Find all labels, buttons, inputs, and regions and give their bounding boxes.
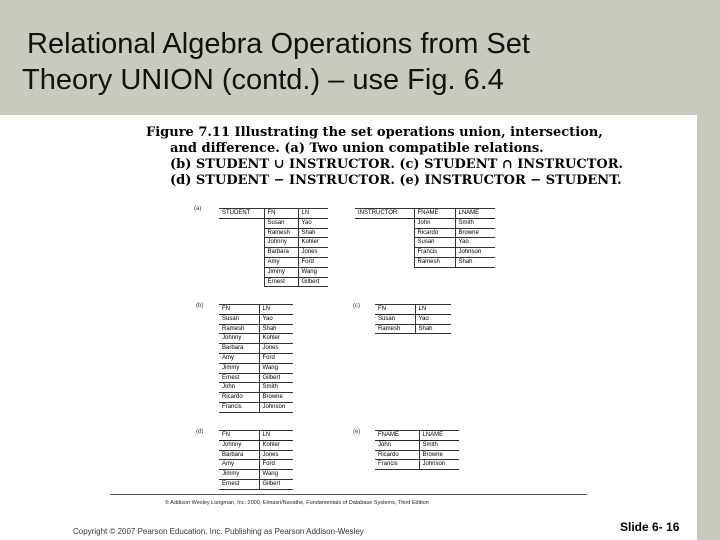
table-cell: Amy bbox=[264, 257, 298, 267]
slide-number: Slide 6- 16 bbox=[620, 520, 680, 534]
table-row bbox=[219, 393, 293, 403]
table-cell: Ernest bbox=[219, 373, 259, 383]
table-row bbox=[355, 248, 495, 258]
table-cell: Shah bbox=[415, 324, 451, 334]
table-cell: Kohler bbox=[298, 238, 328, 248]
table-cell: Wang bbox=[298, 267, 328, 277]
table-cell: Ford bbox=[298, 257, 328, 267]
table-cell: Yao bbox=[298, 218, 328, 228]
table-cell: Johnny bbox=[264, 238, 298, 248]
table-cell: Browne bbox=[455, 228, 495, 238]
table-row bbox=[355, 257, 495, 267]
table-row bbox=[375, 324, 451, 334]
table-row bbox=[219, 450, 293, 460]
right-accent-bar bbox=[697, 0, 720, 540]
table-row bbox=[219, 373, 293, 383]
table-row bbox=[219, 344, 293, 354]
figure-credit: © Addison Wesley Longman, Inc. 2000, Elmasri/Navathe, Fundamentals of Database Systems, Third Edition bbox=[165, 500, 429, 506]
panel-label-e: (e) bbox=[353, 429, 361, 435]
table-cell: Jones bbox=[259, 450, 293, 460]
table-cell: Shah bbox=[298, 228, 328, 238]
table-cell: Smith bbox=[259, 383, 293, 393]
table-cell: Smith bbox=[419, 440, 459, 450]
column-header: LN bbox=[259, 305, 293, 315]
table-row bbox=[355, 218, 495, 228]
table-cell: Browne bbox=[259, 393, 293, 403]
figure-caption-line-3: (b) STUDENT ∪ INSTRUCTOR. (c) STUDENT ∩ INSTRUCTOR. bbox=[170, 157, 624, 172]
table-cell: Susan bbox=[375, 314, 415, 324]
table-cell: Jones bbox=[298, 248, 328, 258]
panel-label-d: (d) bbox=[196, 429, 204, 435]
copyright-footer: Copyright © 2007 Pearson Education, Inc. Publishing as Pearson Addison-Wesley bbox=[73, 527, 364, 536]
table-cell: Kohler bbox=[259, 440, 293, 450]
table-cell: Jones bbox=[259, 344, 293, 354]
table-row bbox=[219, 238, 328, 248]
table-cell: Johnson bbox=[259, 402, 293, 412]
table-cell: Barbara bbox=[264, 248, 298, 258]
figure-caption-line-2: and difference. (a) Two union compatible relations. bbox=[170, 141, 544, 156]
table-cell: Shah bbox=[259, 324, 293, 334]
figure-caption-line-4: (d) STUDENT − INSTRUCTOR. (e) INSTRUCTOR − STUDENT. bbox=[170, 173, 622, 188]
table-cell: Gilbert bbox=[259, 373, 293, 383]
table-cell: Francis bbox=[375, 460, 419, 470]
column-header: FN bbox=[264, 209, 298, 219]
table-header-row bbox=[219, 305, 293, 315]
table-row bbox=[219, 479, 293, 489]
table-cell: Yao bbox=[259, 314, 293, 324]
column-header: LNAME bbox=[419, 431, 459, 441]
table-header-row bbox=[219, 209, 328, 219]
table-cell: Barbara bbox=[219, 344, 259, 354]
table-cell: Susan bbox=[414, 238, 455, 248]
relation-name: STUDENT bbox=[219, 209, 264, 219]
table-cell: Ramesh bbox=[264, 228, 298, 238]
table-cell: Gilbert bbox=[259, 479, 293, 489]
table-cell: Ramesh bbox=[414, 257, 455, 267]
table-row bbox=[219, 277, 328, 287]
table-row bbox=[219, 402, 293, 412]
table-cell: Smith bbox=[455, 218, 495, 228]
table-row bbox=[219, 257, 328, 267]
figure-caption-line-1: Figure 7.11 Illustrating the set operations union, intersection, bbox=[146, 125, 603, 140]
table-cell: Susan bbox=[264, 218, 298, 228]
column-header: FN bbox=[375, 305, 415, 315]
panel-label-c: (c) bbox=[353, 303, 360, 309]
table-cell: Francis bbox=[414, 248, 455, 258]
table-cell: Ramesh bbox=[375, 324, 415, 334]
table-cell: Johnson bbox=[455, 248, 495, 258]
table-header-row bbox=[375, 431, 459, 441]
table-cell: Susan bbox=[219, 314, 259, 324]
table-cell: Ramesh bbox=[219, 324, 259, 334]
column-header: FN bbox=[219, 305, 259, 315]
column-header: LN bbox=[259, 431, 293, 441]
panel-label-a: (a) bbox=[194, 206, 202, 212]
table-row bbox=[355, 228, 495, 238]
table-row bbox=[219, 218, 328, 228]
table-cell: Ricardo bbox=[414, 228, 455, 238]
table-cell: Johnny bbox=[219, 334, 259, 344]
table-cell: Kohler bbox=[259, 334, 293, 344]
column-header: FNAME bbox=[414, 209, 455, 219]
table-row bbox=[219, 353, 293, 363]
table-header-row bbox=[375, 305, 451, 315]
student-minus-instructor-table bbox=[219, 430, 293, 490]
column-header: LN bbox=[298, 209, 328, 219]
table-cell: Jimmy bbox=[219, 470, 259, 480]
table-row bbox=[219, 470, 293, 480]
table-cell: Ford bbox=[259, 460, 293, 470]
table-row bbox=[219, 383, 293, 393]
slide-title-line-1: Relational Algebra Operations from Set bbox=[27, 28, 530, 60]
table-cell: Wang bbox=[259, 470, 293, 480]
column-header: FN bbox=[219, 431, 259, 441]
column-header: FNAME bbox=[375, 431, 419, 441]
table-cell: Ernest bbox=[264, 277, 298, 287]
table-cell: Amy bbox=[219, 353, 259, 363]
table-cell: Ricardo bbox=[375, 450, 419, 460]
slide-title bbox=[22, 26, 682, 98]
table-row bbox=[219, 248, 328, 258]
table-row bbox=[219, 324, 293, 334]
intersection-result-table bbox=[375, 304, 451, 334]
table-row bbox=[219, 363, 293, 373]
table-row bbox=[375, 440, 459, 450]
table-cell: Amy bbox=[219, 460, 259, 470]
union-result-table bbox=[219, 304, 293, 413]
column-header: LNAME bbox=[455, 209, 495, 219]
figure-caption bbox=[146, 125, 624, 189]
table-row bbox=[355, 238, 495, 248]
table-cell: Yao bbox=[415, 314, 451, 324]
table-cell: Ford bbox=[259, 353, 293, 363]
table-header-row bbox=[355, 209, 495, 219]
table-cell: Jimmy bbox=[264, 267, 298, 277]
table-row bbox=[219, 314, 293, 324]
table-row bbox=[375, 450, 459, 460]
relation-name: INSTRUCTOR bbox=[355, 209, 414, 219]
table-row bbox=[219, 228, 328, 238]
table-cell: John bbox=[219, 383, 259, 393]
table-cell: John bbox=[414, 218, 455, 228]
column-header: LN bbox=[415, 305, 451, 315]
slide-title-line-2: Theory UNION (contd.) – use Fig. 6.4 bbox=[22, 64, 504, 96]
table-cell: John bbox=[375, 440, 419, 450]
table-cell: Yao bbox=[455, 238, 495, 248]
panel-label-b: (b) bbox=[196, 303, 204, 309]
table-cell: Shah bbox=[455, 257, 495, 267]
table-row bbox=[219, 440, 293, 450]
table-cell: Ricardo bbox=[219, 393, 259, 403]
table-cell: Johnson bbox=[419, 460, 459, 470]
student-table bbox=[219, 208, 328, 287]
instructor-table bbox=[355, 208, 495, 268]
table-row bbox=[375, 314, 451, 324]
table-cell: Ernest bbox=[219, 479, 259, 489]
table-cell: Gilbert bbox=[298, 277, 328, 287]
table-row bbox=[219, 267, 328, 277]
table-row bbox=[219, 460, 293, 470]
table-cell: Johnny bbox=[219, 440, 259, 450]
table-row bbox=[375, 460, 459, 470]
table-cell: Wang bbox=[259, 363, 293, 373]
table-cell: Browne bbox=[419, 450, 459, 460]
table-header-row bbox=[219, 431, 293, 441]
table-row bbox=[219, 334, 293, 344]
table-cell: Barbara bbox=[219, 450, 259, 460]
instructor-minus-student-table bbox=[375, 430, 459, 470]
table-cell: Jimmy bbox=[219, 363, 259, 373]
table-cell: Francis bbox=[219, 402, 259, 412]
figure-divider bbox=[110, 494, 587, 495]
